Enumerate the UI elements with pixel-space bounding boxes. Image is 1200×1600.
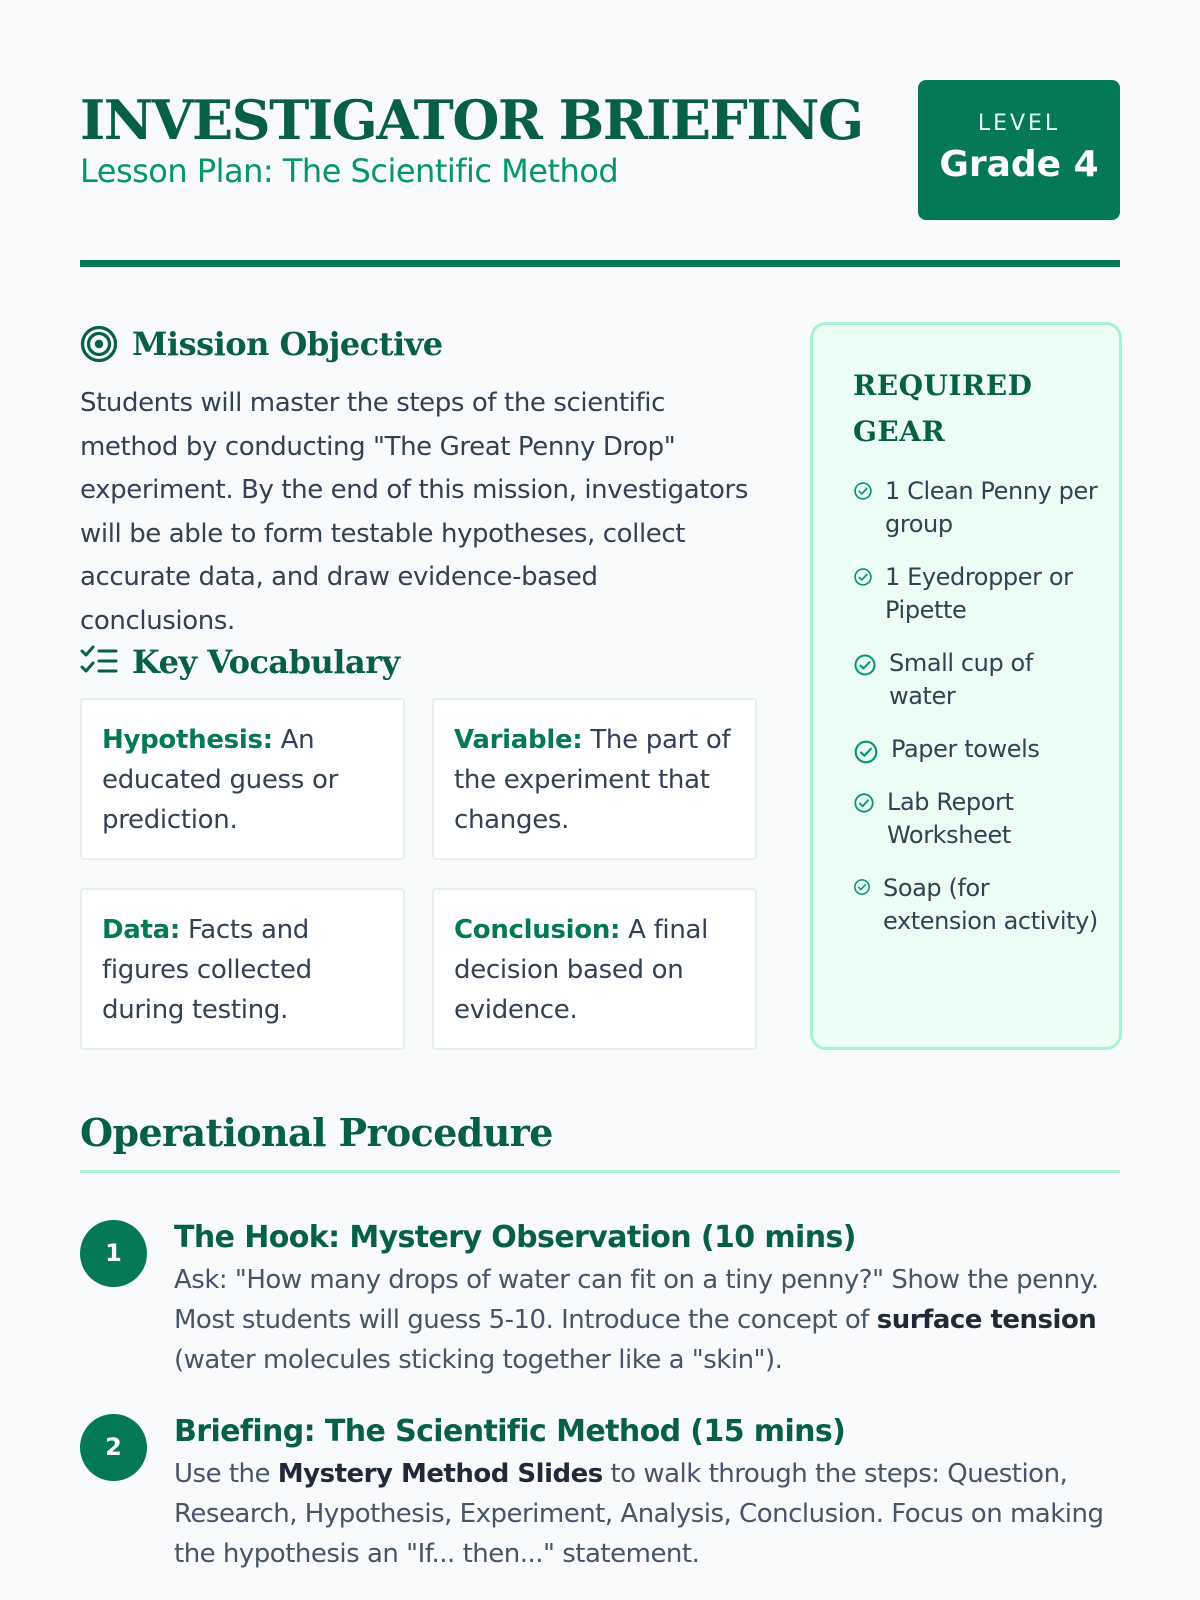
mission-body: Students will master the steps of the scientific method by conducting "The Great Penny Drop" experiment. By the end of this mission, investigators will be able to form testable hypotheses, collect accurate data, and draw evidence-based conclusions. (80, 388, 748, 636)
gear-item (853, 786, 1099, 852)
check-circle-icon (853, 878, 871, 896)
step-body-text: Use the (174, 1459, 278, 1489)
procedure-divider (80, 1170, 1120, 1173)
gear-item-label: 1 Clean Penny per group (885, 477, 1098, 538)
checklist-icon (80, 645, 118, 679)
gear-item (853, 475, 1099, 541)
vocabulary-heading (80, 640, 400, 684)
procedure-heading: Operational Procedure (80, 1110, 553, 1155)
step-body (174, 1260, 1124, 1380)
vocab-card-variable (432, 698, 757, 860)
gear-item-label: Small cup of water (889, 649, 1033, 710)
vocab-definition: The part of the experiment that changes. (454, 725, 731, 835)
vocab-term: Conclusion: (454, 915, 621, 945)
gear-item-label: Paper towels (891, 735, 1040, 763)
check-circle-icon (853, 792, 875, 814)
header-divider (80, 260, 1120, 267)
gear-item-label: Lab Report Worksheet (887, 788, 1014, 849)
vocab-card-hypothesis (80, 698, 405, 860)
vocab-card-data (80, 888, 405, 1050)
step-body-emphasis: surface tension (876, 1305, 1097, 1335)
mission-heading-label: Mission Objective (132, 325, 443, 363)
vocab-card-conclusion (432, 888, 757, 1050)
vocab-definition: A final decision based on evidence. (454, 915, 709, 1025)
header (80, 80, 1120, 220)
gear-title: REQUIRED GEAR (853, 369, 1033, 448)
gear-item-label: Soap (for extension activity) (883, 874, 1098, 935)
page-subtitle: Lesson Plan: The Scientific Method (80, 152, 619, 190)
target-icon (80, 325, 118, 363)
vocabulary-heading-label: Key Vocabulary (132, 643, 400, 681)
check-circle-icon (853, 739, 879, 765)
gear-item (853, 561, 1099, 627)
vocab-definition: Facts and figures collected during testing. (102, 915, 312, 1025)
vocab-definition: An educated guess or prediction. (102, 725, 338, 835)
level-value: Grade 4 (939, 144, 1099, 185)
vocab-term: Hypothesis: (102, 725, 273, 755)
vocabulary-grid (80, 698, 756, 1050)
step-title: Briefing: The Scientific Method (15 mins) (174, 1414, 846, 1449)
page-title: INVESTIGATOR BRIEFING (80, 88, 863, 152)
step-number-badge: 1 (80, 1220, 147, 1287)
check-circle-icon (853, 567, 873, 587)
gear-item (853, 733, 1099, 766)
step-body-text: (water molecules sticking together like a "skin"). (174, 1345, 783, 1375)
check-circle-icon (853, 653, 877, 677)
gear-item-label: 1 Eyedropper or Pipette (885, 563, 1073, 624)
vocab-term: Data: (102, 915, 180, 945)
level-label: LEVEL (977, 111, 1061, 136)
step-body-emphasis: Mystery Method Slides (277, 1459, 603, 1489)
level-badge (918, 80, 1120, 220)
required-gear-panel (810, 322, 1122, 1050)
gear-list (853, 475, 1099, 938)
step-body-text: Ask: "How many drops of water can fit on a tiny penny?" Show the penny. Most students will guess 5-10. Introduce the concept of (174, 1265, 1099, 1335)
vocab-term: Variable: (454, 725, 583, 755)
step-title: The Hook: Mystery Observation (10 mins) (174, 1220, 856, 1255)
step-body-text: to walk through the steps: Question, Research, Hypothesis, Experiment, Analysis, Conclusion. Focus on making the hypothesis an "If... then..." statement. (174, 1459, 1104, 1569)
mission-heading (80, 322, 443, 366)
gear-item (853, 872, 1099, 938)
gear-item (853, 647, 1099, 713)
step-number-badge: 2 (80, 1414, 147, 1481)
step-body (174, 1454, 1124, 1574)
check-circle-icon (853, 481, 873, 501)
